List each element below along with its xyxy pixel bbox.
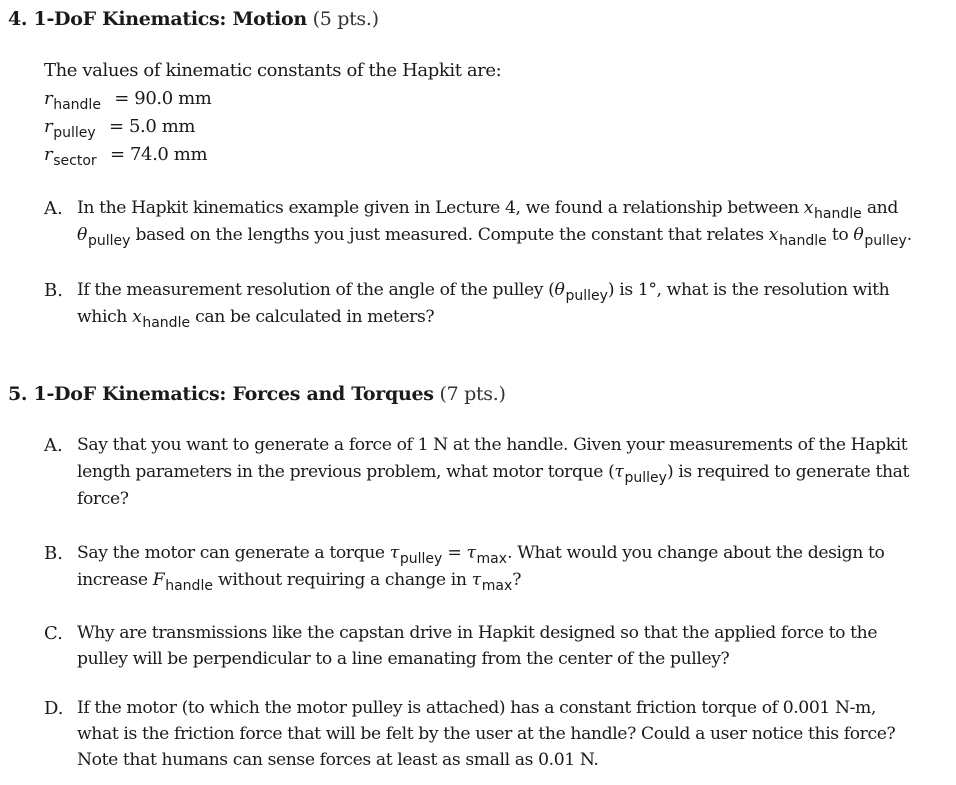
- text-fragment: and: [866, 198, 898, 218]
- math-symbol: θ: [853, 225, 864, 245]
- q5a-line3: force?: [77, 489, 129, 509]
- text-fragment: pulley: [53, 125, 96, 141]
- text-fragment: based on the lengths you just measured. Compute the constant that relates: [135, 225, 764, 245]
- math-symbol: pulley: [399, 551, 443, 567]
- math-symbol: τ: [466, 543, 476, 563]
- text-fragment: ) is required to generate that: [666, 462, 909, 482]
- text-fragment: sector: [53, 153, 97, 169]
- q5d-line3: Note that humans can sense forces at least as small as 0.01 N.: [77, 750, 599, 770]
- text-fragment: = 74.0 mm: [109, 144, 208, 165]
- math-symbol: F: [152, 570, 165, 590]
- q5d-line2: what is the friction force that will be felt by the user at the handle? Could a user notice this force?: [77, 724, 896, 744]
- math-symbol: pulley: [565, 288, 608, 304]
- q5d-letter: D.: [44, 698, 64, 719]
- text-fragment: = 5.0 mm: [108, 116, 196, 137]
- q4-title: [8, 8, 379, 30]
- q5d-line1: If the motor (to which the motor pulley is attached) has a constant friction torque of 0.001 N-m,: [77, 698, 876, 718]
- text-fragment: r: [44, 88, 53, 109]
- math-symbol: max: [476, 551, 508, 567]
- text-fragment: In the Hapkit kinematics example given in Lecture 4, we found a relationship between: [77, 198, 799, 218]
- constant-r-handle: [44, 88, 211, 113]
- text-fragment: ?: [512, 570, 522, 590]
- math-symbol: θ: [77, 225, 87, 245]
- text-fragment: .: [906, 225, 912, 245]
- q4b-letter: B.: [44, 280, 63, 301]
- text-fragment: . What would you change about the design to: [507, 543, 885, 563]
- text-fragment: =: [447, 543, 462, 563]
- math-symbol: handle: [779, 233, 827, 249]
- text-fragment: which: [77, 307, 127, 327]
- text-fragment: r: [44, 144, 53, 165]
- q4-title-text: 4. 1-DoF Kinematics: Motion: [8, 8, 307, 30]
- math-symbol: x: [132, 307, 142, 327]
- q5b-letter: B.: [44, 543, 63, 564]
- text-fragment: = 90.0 mm: [114, 88, 212, 109]
- q5c-line2: pulley will be perpendicular to a line emanating from the center of the pulley?: [77, 649, 730, 669]
- q4a-line1: [77, 198, 898, 222]
- math-symbol: x: [803, 198, 814, 218]
- q5c-line1: Why are transmissions like the capstan drive in Hapkit designed so that the applied force to the: [77, 623, 878, 643]
- constant-r-sector: [44, 144, 207, 169]
- q5a-letter: A.: [44, 435, 63, 456]
- math-symbol: τ: [614, 462, 624, 482]
- math-symbol: handle: [165, 578, 213, 594]
- math-symbol: pulley: [624, 470, 667, 486]
- q5-points: (7 pts.): [439, 383, 506, 405]
- q4b-line1: [77, 280, 889, 304]
- text-fragment: r: [44, 116, 53, 137]
- text-fragment: handle: [53, 97, 101, 113]
- text-fragment: to: [831, 225, 849, 245]
- text-fragment: ) is 1°, what is the resolution with: [607, 280, 890, 300]
- q4-intro: The values of kinematic constants of the Hapkit are:: [44, 60, 502, 81]
- text-fragment: If the measurement resolution of the angle of the pulley (: [77, 280, 555, 300]
- math-symbol: τ: [471, 570, 481, 590]
- text-fragment: Say the motor can generate a torque: [77, 543, 385, 563]
- math-symbol: τ: [389, 543, 399, 563]
- text-fragment: can be calculated in meters?: [195, 307, 435, 327]
- q5-title: [8, 383, 506, 405]
- math-symbol: x: [768, 225, 779, 245]
- q5a-line2: [77, 462, 909, 486]
- math-symbol: pulley: [87, 233, 131, 249]
- math-symbol: max: [481, 578, 513, 594]
- q5-title-text: 5. 1-DoF Kinematics: Forces and Torques: [8, 383, 434, 405]
- q5b-line1: [77, 543, 884, 567]
- constant-r-pulley: [44, 116, 195, 141]
- q4-points: (5 pts.): [312, 8, 379, 30]
- q4b-line2: [77, 307, 434, 331]
- math-symbol: pulley: [864, 233, 907, 249]
- q5b-line2: [77, 570, 521, 594]
- q4a-line2: [77, 225, 912, 249]
- q5a-line1: Say that you want to generate a force of 1 N at the handle. Given your measurements of the Hapkit: [77, 435, 908, 455]
- math-symbol: handle: [142, 315, 191, 331]
- text-fragment: without requiring a change in: [218, 570, 467, 590]
- q4a-letter: A.: [44, 198, 63, 219]
- math-symbol: handle: [814, 206, 862, 222]
- math-symbol: θ: [554, 280, 565, 300]
- text-fragment: increase: [77, 570, 148, 590]
- text-fragment: length parameters in the previous problem, what motor torque (: [77, 462, 615, 482]
- q5c-letter: C.: [44, 623, 63, 644]
